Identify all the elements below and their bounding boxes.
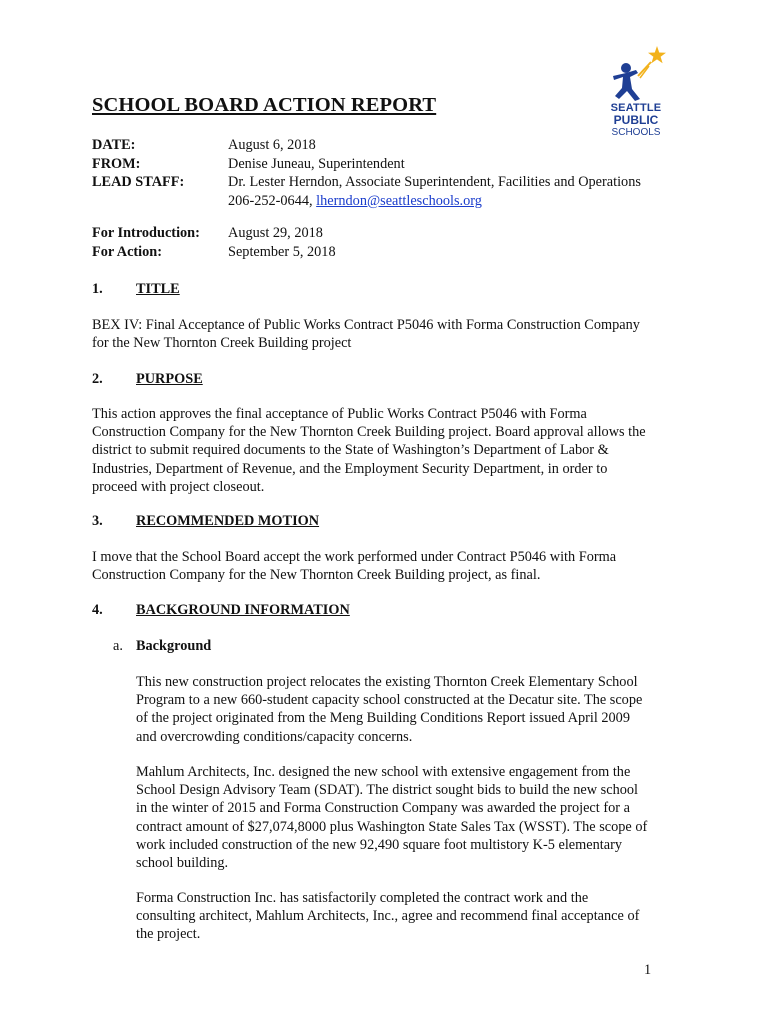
lead-staff-row [92, 173, 641, 192]
section-number: 3. [92, 513, 103, 529]
star-child-icon [602, 44, 670, 102]
section-label: RECOMMENDED MOTION [136, 513, 320, 529]
email-link[interactable]: lherndon@seattleschools.org [316, 192, 482, 209]
report-header-fields [92, 136, 641, 210]
background-paragraph-2: Mahlum Architects, Inc. designed the new school with extensive engagement from the School Design Advisory Team (SDAT). The district sought bids to build the new school in the winter of 2015 and Forma Construction Company was awarded the project for a contract amount of $27,074,8000 plus Washington State Sales Tax (WSST). The scope of work included construction of the new 92,490 square foot multistory K-5 elementary school building. [136, 764, 648, 872]
section-label: TITLE [136, 281, 180, 297]
section-title-heading [92, 281, 180, 298]
from-label: FROM: [92, 155, 141, 172]
seattle-public-schools-logo [602, 44, 670, 142]
schedule-fields [92, 224, 336, 261]
subsection-title: Background [136, 638, 212, 654]
date-row [92, 136, 641, 155]
contact-row [92, 192, 641, 211]
background-paragraph-1: This new construction project relocates the existing Thornton Creek Elementary School Program to a new 660-student capacity school constructed at the Decatur site. The scope of the project originated from the Meng Building Conditions Report issued April 2009 and overcrowding conditions/capacity concerns. [136, 674, 643, 745]
lead-staff-label: LEAD STAFF: [92, 174, 185, 190]
logo-line-seattle: SEATTLE [610, 102, 662, 114]
section-label: PURPOSE [136, 371, 203, 387]
date-value: August 6, 2018 [228, 137, 316, 153]
logo-line-schools: SCHOOLS [611, 127, 661, 138]
subsection-letter: a. [113, 638, 123, 654]
section-motion-heading [92, 513, 319, 530]
section-number: 1. [92, 281, 103, 297]
introduction-label: For Introduction: [92, 225, 200, 241]
section-purpose-heading [92, 371, 203, 388]
section-label: BACKGROUND INFORMATION [136, 602, 350, 618]
logo-line-public: PUBLIC [613, 113, 659, 127]
phone-number: 206-252-0644, [228, 192, 317, 209]
page-number: 1 [644, 962, 652, 978]
report-title: SCHOOL BOARD ACTION REPORT [92, 94, 437, 116]
motion-paragraph: I move that the School Board accept the work performed under Contract P5046 with Forma Construction Company for the New Thornton Creek Building project, as final. [92, 549, 617, 584]
action-label: For Action: [92, 243, 163, 260]
introduction-row [92, 224, 336, 243]
action-date: September 5, 2018 [228, 243, 336, 260]
title-paragraph: BEX IV: Final Acceptance of Public Works Contract P5046 with Forma Construction Company for the New Thornton Creek Building project [92, 317, 640, 352]
from-value: Denise Juneau, Superintendent [228, 155, 405, 172]
section-background-heading [92, 602, 350, 619]
purpose-paragraph: This action approves the final acceptance of Public Works Contract P5046 with Forma Construction Company for the New Thornton Creek Building project. Board approval allows the district to submit required documents to the State of Washington’s Department of Labor & Industries, Department of Revenue, and the Employment Security Department, in order to proceed with project closeout. [92, 406, 646, 495]
section-number: 2. [92, 371, 103, 387]
introduction-date: August 29, 2018 [228, 225, 323, 241]
action-row [92, 243, 336, 262]
from-row [92, 155, 641, 174]
background-paragraph-3: Forma Construction Inc. has satisfactorily completed the contract work and the consulting architect, Mahlum Architects, Inc., agree and recommend final acceptance of the project. [136, 890, 640, 943]
subsection-background-heading [113, 638, 211, 655]
lead-staff-value: Dr. Lester Herndon, Associate Superintendent, Facilities and Operations [228, 174, 641, 190]
date-label: DATE: [92, 137, 136, 153]
section-number: 4. [92, 602, 103, 618]
